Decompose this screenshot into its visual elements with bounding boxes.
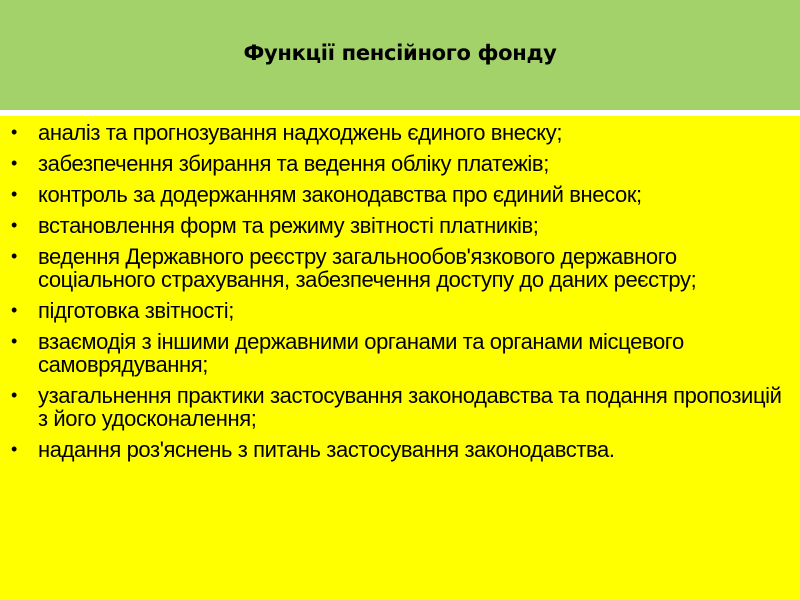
bullet-icon: • — [11, 215, 17, 235]
title-banner — [0, 0, 800, 110]
list-item — [0, 152, 800, 175]
list-item-text: надання роз'яснень з питань застосування законодавства. — [38, 437, 615, 462]
bullet-icon: • — [11, 184, 17, 204]
bullet-icon: • — [11, 153, 17, 173]
list-item — [0, 384, 800, 430]
bullet-list — [0, 121, 800, 469]
list-item — [0, 330, 800, 376]
bullet-icon: • — [11, 246, 17, 266]
bullet-icon: • — [11, 439, 17, 459]
bullet-icon: • — [11, 300, 17, 320]
list-item — [0, 299, 800, 322]
list-item — [0, 438, 800, 461]
list-item — [0, 245, 800, 291]
slide-title: Функції пенсійного фонду — [243, 41, 557, 65]
bullet-icon: • — [11, 385, 17, 405]
list-item — [0, 183, 800, 206]
list-item-text: забезпечення збирання та ведення обліку платежів; — [38, 151, 549, 176]
list-item-text: підготовка звітності; — [38, 298, 234, 323]
list-item-text: узагальнення практики застосування законодавства та подання пропозицій з його удосконалення; — [38, 383, 782, 431]
list-item-text: ведення Державного реєстру загальнообов'язкового державного соціального страхування, забезпечення доступу до даних реєстру; — [38, 244, 697, 292]
content-panel — [0, 116, 800, 600]
bullet-icon: • — [11, 331, 17, 351]
list-item — [0, 121, 800, 144]
list-item-text: аналіз та прогнозування надходжень єдиного внеску; — [38, 120, 563, 145]
list-item-text: встановлення форм та режиму звітності платників; — [38, 213, 539, 238]
bullet-icon: • — [11, 122, 17, 142]
list-item — [0, 214, 800, 237]
list-item-text: взаємодія з іншими державними органами та органами місцевого самоврядування; — [38, 329, 684, 377]
list-item-text: контроль за додержанням законодавства про єдиний внесок; — [38, 182, 642, 207]
